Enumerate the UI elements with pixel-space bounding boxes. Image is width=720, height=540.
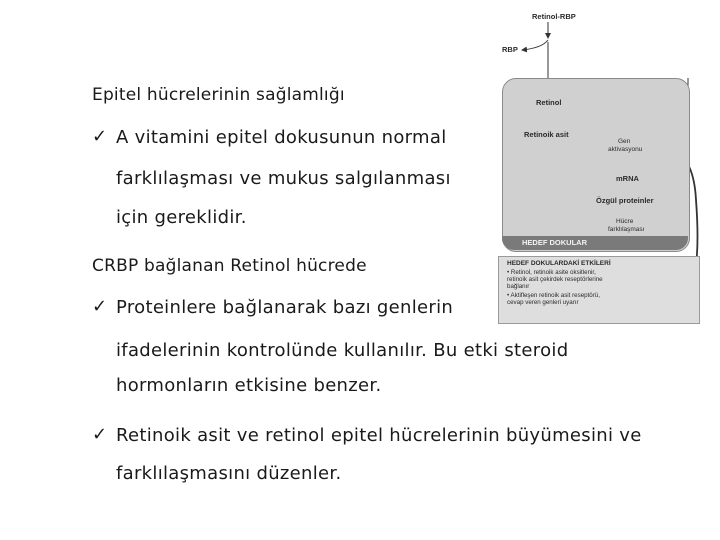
label-aktivasyonu: aktivasyonu [608, 146, 643, 153]
label-hucre: Hücre [616, 218, 634, 225]
label-gen: Gen [618, 138, 631, 145]
label-hedef-dokular: HEDEF DOKULAR [522, 238, 587, 247]
label-retinoik-asit: Retinoik asit [524, 130, 569, 139]
effect2-line1: • Aktifleşen retinoik asit reseptörü, [507, 292, 600, 299]
bullet2-line2: ifadelerinin kontrolünde kullanılır. Bu etki steroid [116, 340, 569, 361]
label-retinol-rbp: Retinol-RBP [532, 12, 576, 21]
heading-epitel: Epitel hücrelerinin sağlamlığı [92, 85, 345, 105]
label-mrna: mRNA [616, 174, 639, 183]
target-tissues-bar [502, 236, 688, 250]
label-ozgul-proteinler: Özgül proteinler [596, 196, 654, 205]
effect1-line3: bağlanır [507, 283, 530, 290]
retinol-pathway-diagram [480, 0, 720, 340]
bullet2-line3: hormonların etkisine benzer. [116, 375, 382, 396]
label-rbp: RBP [502, 45, 518, 54]
checkmark-icon: ✓ [92, 126, 108, 147]
effect1-line1: • Retinol, retinoik asite oksitlenir, [507, 269, 596, 276]
bullet1-line3: için gereklidir. [116, 207, 247, 228]
label-farklilasmasi: farklılaşması [608, 226, 645, 233]
bullet3-line1: Retinoik asit ve retinol epitel hücrelerinin büyümesini ve [116, 425, 642, 446]
bullet2-line1: Proteinlere bağlanarak bazı genlerin [116, 297, 454, 318]
effect2-line2: cevap veren genleri uyarır [507, 299, 579, 306]
checkmark-icon: ✓ [92, 296, 108, 317]
effect1-line2: retinoik asit çekirdek reseptörlerine [507, 276, 603, 283]
target-cell-box [502, 78, 690, 252]
bullet1-line2: farklılaşması ve mukus salgılanması [116, 168, 451, 189]
effects-box [498, 256, 700, 324]
bullet1-line1: A vitamini epitel dokusunun normal [116, 127, 447, 148]
checkmark-icon: ✓ [92, 424, 108, 445]
label-retinol: Retinol [536, 98, 562, 107]
heading-crbp: CRBP bağlanan Retinol hücrede [92, 256, 367, 276]
effects-title: HEDEF DOKULARDAKİ ETKİLERİ [507, 260, 611, 267]
bullet3-line2: farklılaşmasını düzenler. [116, 463, 342, 484]
